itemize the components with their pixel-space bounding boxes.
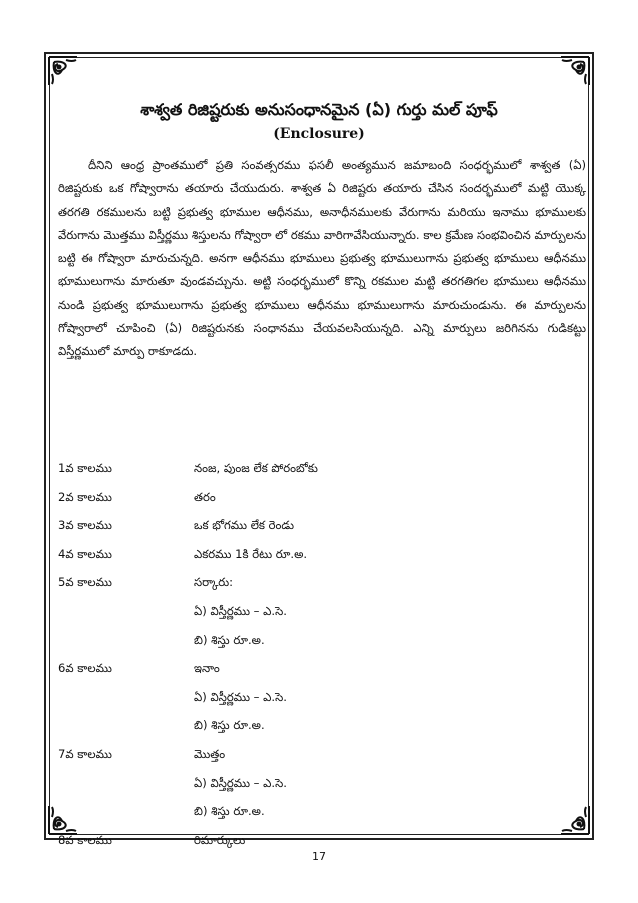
- column-value: రిమార్కులు: [194, 832, 246, 847]
- list-item: [58, 798, 578, 827]
- list-item: [58, 655, 578, 684]
- column-value: నంజ, పుంజ లేక పోరంబోకు: [194, 461, 318, 475]
- column-value: సర్కారు:: [194, 575, 234, 590]
- column-value: మొత్తం: [194, 746, 226, 761]
- column-label: 6వ కాలము: [58, 661, 112, 676]
- column-label: 5వ కాలము: [58, 575, 112, 590]
- column-value: బి) శిస్తు రూ.అ.: [194, 632, 265, 647]
- column-list: [58, 455, 578, 855]
- list-item: [58, 770, 578, 799]
- list-item: [58, 712, 578, 741]
- list-item: [58, 484, 578, 513]
- column-value: బి) శిస్తు రూ.అ.: [194, 718, 265, 733]
- list-item: [58, 569, 578, 598]
- column-label: 1వ కాలము: [58, 461, 112, 475]
- column-value: ఎకరము 1కి రేటు రూ.అ.: [194, 546, 308, 561]
- column-label: 4వ కాలము: [58, 546, 112, 561]
- column-label: 8వ కాలము: [58, 832, 112, 847]
- column-label: 2వ కాలము: [58, 489, 112, 504]
- list-item: [58, 455, 578, 484]
- page-number: 17: [312, 850, 326, 863]
- body-paragraph: దీనిని ఆంధ్ర ప్రాంతములో ప్రతి సంవత్సరము ఫసలీ అంత్యమున జమాబంది సంధర్భములో శాశ్వత (ఏ) రిజిష్టరుకు ఒక గోష్వారాను తయారు చేయుదురు. శాశ్వత ఏ రిజిష్టరు తయారు చేసిన సందర్భములో మట్టి యొక్క తరగతి రకములను బట్టి ప్రభుత్వ భూముల ఆధీనము, అనాధీనములకు వేరుగాను మరియు ఇనాము భూములకు వేరుగాను మొత్తము విస్తీర్ణము శిస్తులను గోష్వారా లో రకము వారిగావేసియున్నారు. కాల క్రమేణ సంభవించిన మార్పులను బట్టి ఈ గోష్వారా మారుచున్నది. అనగా ఆధీనము భూములు ప్రభుత్వ భూములుగాను ప్రభుత్వ భూములు ఆధీనము భూములుగాను మారుతూ వుండవచ్చును. అట్టి సంధర్భములో కొన్ని రకముల మట్టి తరగతిగల భూములు ఆధీనము నుండి ప్రభుత్వ భూములుగాను ప్రభుత్వ భూములు ఆధీనము భూములుగాను మారుచుండును. ఈ మార్పులను గోష్వారాలో చూపించి (ఏ) రిజిష్టరునకు సంధానము చేయవలసియున్నది. ఎన్ని మార్పులు జరిగినను గుడికట్టు విస్తీర్ణములో మార్పు రాకూడదు.: [58, 158, 586, 359]
- column-value: ఇనాం: [194, 661, 220, 676]
- floral-corner-ornament-icon: [558, 54, 592, 88]
- column-value: ఏ) విస్తీర్ణము – ఎ.సె.: [194, 603, 287, 618]
- page-title: శాశ్వత రిజిష్టరుకు అనుసంధానమైన (ఏ) గుర్తు మల్ పూఫ్: [140, 100, 498, 119]
- list-item: [58, 627, 578, 656]
- floral-corner-ornament-icon: [46, 54, 80, 88]
- column-label: 3వ కాలము: [58, 518, 112, 533]
- column-value: బి) శిస్తు రూ.అ.: [194, 804, 265, 819]
- column-value: ఏ) విస్తీర్ణము – ఎ.సె.: [194, 689, 287, 704]
- list-item: [58, 541, 578, 570]
- column-value: తరం: [194, 489, 216, 504]
- list-item: [58, 512, 578, 541]
- column-value: ఒక భోగము లేక రెండు: [194, 518, 295, 533]
- list-item: [58, 684, 578, 713]
- column-label: 7వ కాలము: [58, 746, 112, 761]
- list-item: [58, 598, 578, 627]
- list-item: [58, 741, 578, 770]
- page-subtitle: (Enclosure): [273, 126, 365, 142]
- column-value: ఏ) విస్తీర్ణము – ఎ.సె.: [194, 775, 287, 790]
